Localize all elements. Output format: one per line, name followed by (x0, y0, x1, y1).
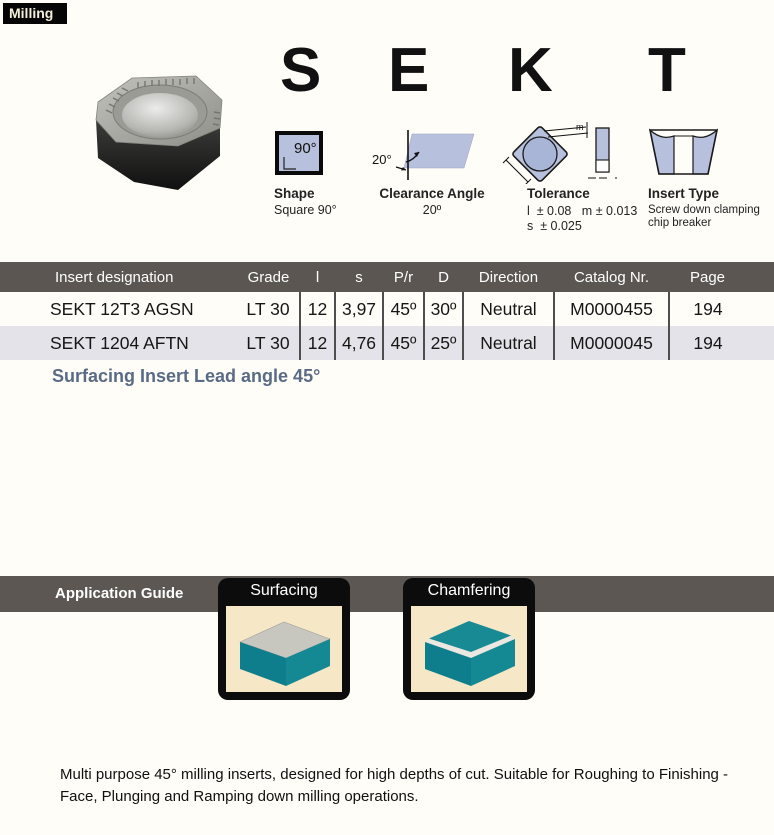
tolerance-icon (498, 122, 623, 184)
table-header-row (0, 262, 774, 292)
cell-catalog-nr: M0000455 (554, 292, 669, 326)
cell-direction: Neutral (463, 292, 554, 326)
svg-text:m: m (576, 122, 584, 132)
table-row (0, 292, 774, 326)
insert-center-dome (122, 93, 198, 137)
table-row (0, 326, 774, 360)
cell-d: 30º (424, 292, 463, 326)
cell-designation: SEKT 1204 AFTN (50, 332, 189, 353)
insert-type-line-1: Screw down clamping (648, 204, 760, 216)
insert-type-icon (646, 126, 721, 178)
header-catalog-nr: Catalog Nr. (554, 262, 669, 292)
header-grade: Grade (237, 262, 300, 292)
insert-spec-table (0, 262, 774, 360)
insert-type-title: Insert Type (648, 186, 720, 201)
cell-l: 12 (300, 292, 335, 326)
cell-pr: 45º (383, 326, 424, 360)
cell-direction: Neutral (463, 326, 554, 360)
clearance-angle-value: 20º (422, 203, 442, 217)
cell-page: 194 (669, 292, 774, 326)
header-d: D (424, 262, 463, 292)
cell-d: 25º (424, 326, 463, 360)
cell-pr: 45º (383, 292, 424, 326)
milling-insert-photo (70, 40, 250, 210)
product-letter-t: T (648, 36, 686, 105)
cell-s: 4,76 (335, 326, 383, 360)
application-guide-bar (0, 576, 774, 612)
header-s: s (335, 262, 383, 292)
cell-grade: LT 30 (246, 332, 290, 353)
insert-type-line-2: chip breaker (648, 217, 712, 229)
milling-tab: Milling (3, 3, 67, 24)
shape-icon (274, 130, 324, 176)
surfacing-illustration (226, 606, 342, 692)
surfacing-lead-angle-heading: Surfacing Insert Lead angle 45° (52, 366, 321, 386)
cell-designation: SEKT 12T3 AGSN (50, 298, 194, 319)
surfacing-card-label: Surfacing (250, 582, 318, 599)
application-guide-label: Application Guide (55, 585, 184, 602)
tolerance-title: Tolerance (527, 186, 590, 201)
chamfering-illustration (411, 606, 527, 692)
header-insert-designation: Insert designation (0, 262, 237, 292)
header-pr: P/r (383, 262, 424, 292)
product-letter-s: S (280, 36, 322, 105)
footer-description: Multi purpose 45° milling inserts, designed for high depths of cut. Suitable for Roughing to Finishing - Face, Plunging and Ramping down milling operations. (60, 766, 729, 805)
shape-value: Square 90° (274, 203, 337, 217)
header-l: l (300, 262, 335, 292)
product-letter-k: K (508, 36, 553, 105)
application-card-chamfering (403, 578, 535, 700)
header-page: Page (669, 262, 774, 292)
cell-s: 3,97 (335, 292, 383, 326)
clearance-icon-angle-text: 20° (372, 152, 392, 167)
clearance-angle-icon (360, 126, 478, 184)
shape-title: Shape (274, 186, 315, 201)
shape-icon-angle-text: 90° (294, 140, 317, 157)
cell-grade: LT 30 (246, 298, 290, 319)
cell-l: 12 (300, 326, 335, 360)
chamfering-card-label: Chamfering (427, 582, 511, 599)
cell-page: 194 (669, 326, 774, 360)
tolerance-line-2: s ± 0.025 (527, 219, 582, 233)
cell-catalog-nr: M0000045 (554, 326, 669, 360)
header-direction: Direction (463, 262, 554, 292)
tolerance-line-1: l ± 0.08 m ± 0.013 (527, 204, 638, 218)
application-card-surfacing (218, 578, 350, 700)
product-letter-e: E (388, 36, 430, 105)
clearance-angle-title: Clearance Angle (379, 186, 485, 201)
